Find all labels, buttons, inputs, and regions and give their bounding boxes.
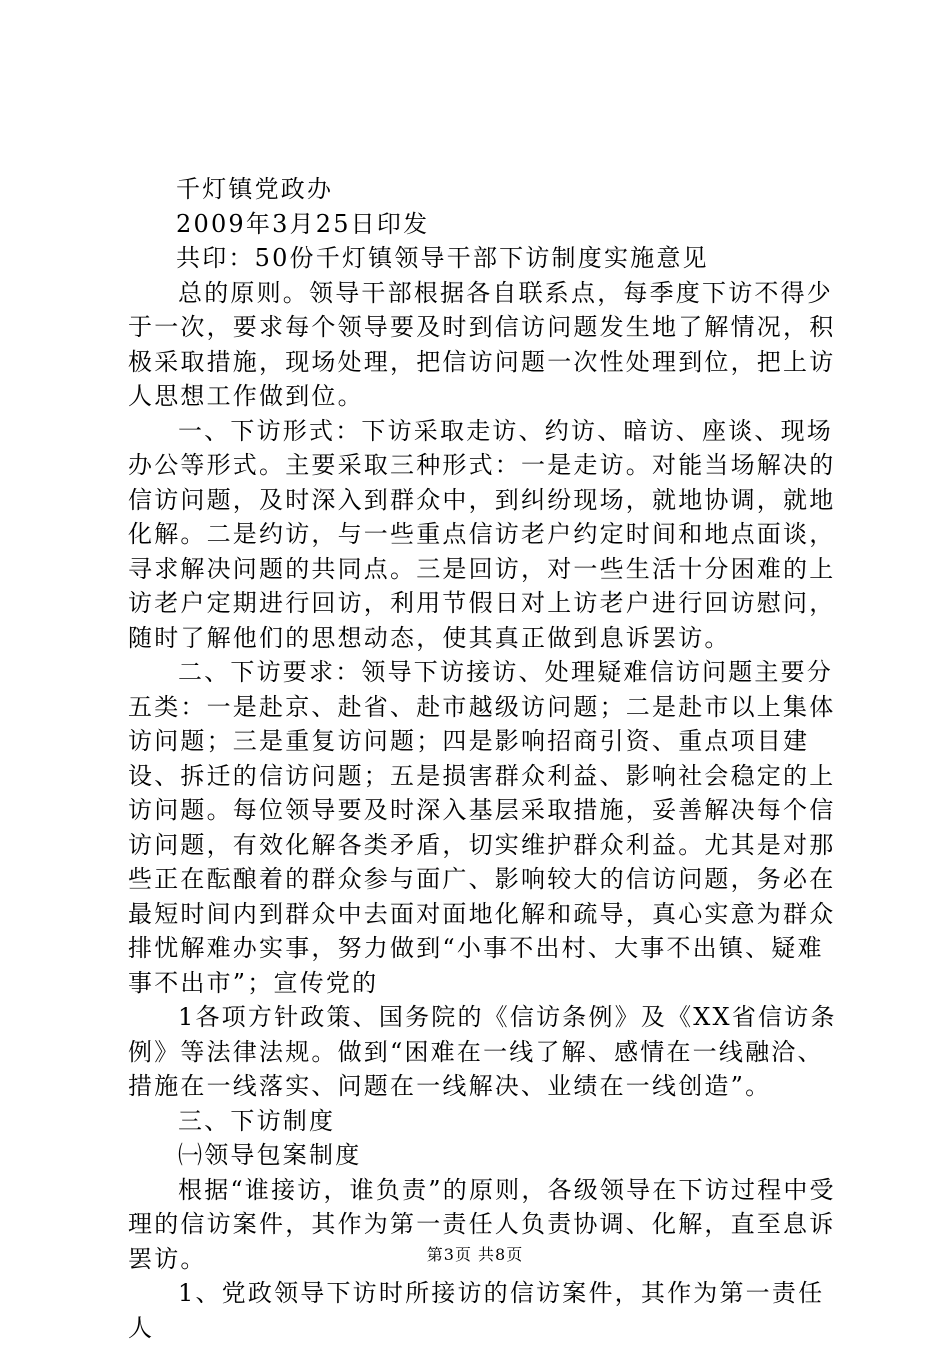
print-count-title-line: 共印：50份千灯镇领导干部下访制度实施意见 — [176, 244, 709, 272]
paragraph-item-1: 1、党政领导下访时所接访的信访案件，其作为第一责任人 — [128, 1279, 825, 1342]
paragraph-general-principle: 总的原则。领导干部根据各自联系点，每季度下访不得少于一次，要求每个领导要及时到信访问题发生地了解情况，积极采取措施，现场处理，把信访问题一次性处理到位，把上访人思想工作做到位。 — [128, 278, 836, 410]
issuer-line: 千灯镇党政办 — [176, 175, 334, 203]
paragraph-section-2-continued: 1各项方针政策、国务院的《信访条例》及《XX省信访条例》等法律法规。做到“困难在一线了解、感情在一线融洽、措施在一线落实、问题在一线解决、业绩在一线创造”。 — [128, 1003, 837, 1100]
paragraph-section-2: 二、下访要求：领导下访接访、处理疑难信访问题主要分五类：一是赴京、赴省、赴市越级访问题；二是赴市以上集体访问题；三是重复访问题；四是影响招商引资、重点项目建设、拆迁的信访问题；五是损害群众利益、影响社会稳定的上访问题。每位领导要及时深入基层采取措施，妥善解决每个信访问题，有效化解各类矛盾，切实维护群众利益。尤其是对那些正在酝酿着的群众参与面广、影响较大的信访问题，务必在最短时间内到群众中去面对面地化解和疏导，真心实意为群众排忧解难办实事，努力做到“小事不出村、大事不出镇、疑难事不出市”；宣传党的 — [128, 658, 836, 997]
paragraph-section-1: 一、下访形式：下访采取走访、约访、暗访、座谈、现场办公等形式。主要采取三种形式：一是走访。对能当场解决的信访问题，及时深入到群众中，到纠纷现场，就地协调，就地化解。二是约访，与一些重点信访老户约定时间和地点面谈，寻求解决问题的共同点。三是回访，对一些生活十分困难的上访老户定期进行回访，利用节假日对上访老户进行回访慰问，随时了解他们的思想动态，使其真正做到息诉罢访。 — [128, 416, 836, 652]
document-body — [128, 172, 840, 1345]
paragraph-responsibility-principle: 根据“谁接访，谁负责”的原则，各级领导在下访过程中受理的信访案件，其作为第一责任人负责协调、化解，直至息诉罢访。 — [128, 1175, 836, 1273]
page-number-footer: 第3页 共8页 — [426, 1245, 524, 1264]
heading-subsection-1: ㈠领导包案制度 — [178, 1141, 362, 1169]
issue-date-line: 2009年3月25日印发 — [176, 209, 430, 238]
heading-section-3: 三、下访制度 — [178, 1106, 336, 1135]
